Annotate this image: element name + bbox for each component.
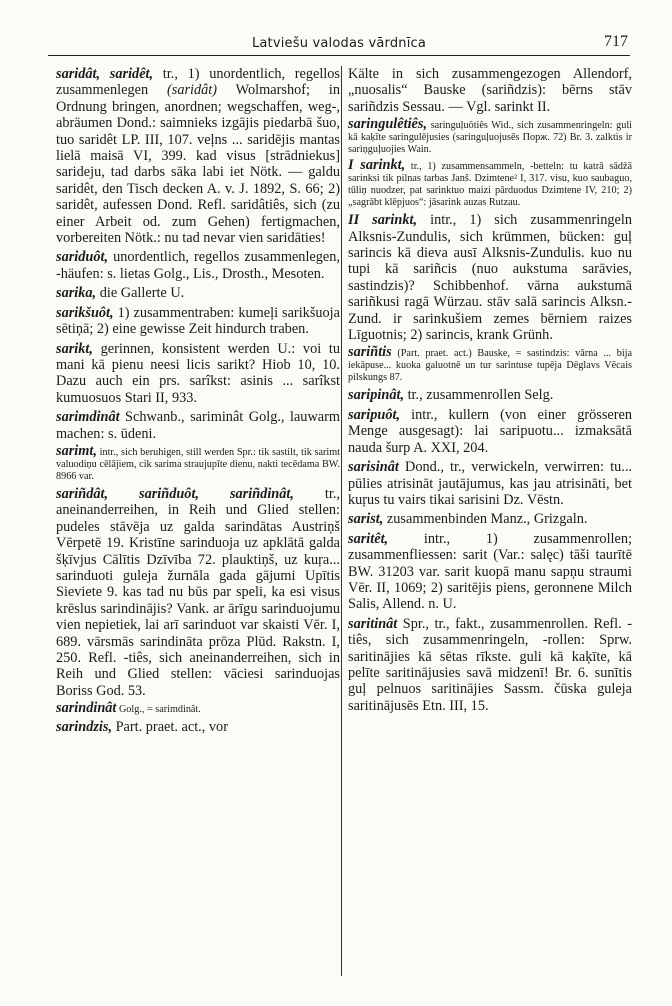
dictionary-entry xyxy=(348,387,632,403)
entry-body: intr., sich beruhigen, still werden Spr.: tik sastilt, tik sarimt valuodiņu cēlājiem, cik sarima straujupīte dienu, nakti tecēdama BW. 8966 var. xyxy=(56,446,340,482)
entry-headword: I sarinkt, xyxy=(348,157,406,174)
dictionary-entry xyxy=(348,159,632,209)
entry-body: (Part. praet. act.) Bauske, = sastindzis: vārna ... bija iekāpuse... kuoka galuotnē un tur sarintuse tupēja Dēglavs Vēcais pilskungs 87. xyxy=(348,348,632,384)
entry-body: zusammenbinden Manz., Grizgaln. xyxy=(383,511,588,528)
page-number: 717 xyxy=(604,33,628,50)
entry-headword: sarindzis, xyxy=(56,719,113,736)
dictionary-entry xyxy=(348,616,632,714)
entry-headword: saritêt, xyxy=(348,530,389,547)
entry-body: unordentlich, regellos zusammenlegen, -häufen: s. lietas Golg., Lis., Drosth., Mesoten. xyxy=(56,249,340,282)
dictionary-entry xyxy=(56,409,340,442)
dictionary-entry xyxy=(56,341,340,407)
dictionary-entry xyxy=(348,212,632,343)
entry-body: tr., zusammenrollen Selg. xyxy=(404,387,554,404)
entry-headword: sarikt, xyxy=(56,340,93,357)
dictionary-entry xyxy=(56,702,340,716)
entry-headword: saritinât xyxy=(348,615,398,632)
left-column xyxy=(56,66,340,739)
entry-headword: sariñdât, sariñduôt, sariñdinât, xyxy=(56,485,294,502)
column-divider xyxy=(341,66,342,976)
entry-headword: sarika, xyxy=(56,285,97,302)
entry-headword: II sarinkt, xyxy=(348,212,418,229)
dictionary-entry xyxy=(56,305,340,338)
dictionary-entry xyxy=(348,66,632,115)
entry-body: tr., 1) zusammensammeln, -betteln: tu katrā sādžā sarinksi tik pilnas tarbas Janš. Dzimtene² I, 317. visu, kuo saubaguo, tūliņ nuodzer, pat sarinktuo maizi pārduodus Dzimtene IV, 210; 2) „sagrābt klēpjuos“: jāsarink auzas Rutzau. xyxy=(348,161,632,209)
dictionary-entry xyxy=(56,285,340,301)
entry-body: Spr., tr., fakt., zusammenrollen. Refl. -tiês, sich zusammenringeln, -rollen: Sprw. saritinājies kā sētas rīkste. guli kā kaķīte, kā pelīte saritinājusies savā midzenī! Br. 6. sunītis guļ pelnuos saritinājies Sassm. čūska guleja saritinājusēs Etn. III, 15. xyxy=(348,615,632,714)
page-header xyxy=(48,33,630,57)
dictionary-entry xyxy=(56,66,340,246)
dictionary-entry xyxy=(348,459,632,508)
dictionary-entry xyxy=(56,719,340,735)
entry-example: (saridât) xyxy=(167,82,218,99)
entry-body: intr., 1) zusammenrollen; zusammenfliessen: sarit (Var.: salęc) tāši taurītē BW. 31203 var. sarit kuopā manu sapņu straumi Vēr. II, 1069; 2) saritējis piens, geronnene Milch Salis, Allend. n. U. xyxy=(348,530,632,613)
entry-body: intr., kullern (von einer grösseren Menge ausgesagt): lai saripuotu... izmaksātā nauda šurp A. XXI, 204. xyxy=(348,406,632,456)
entry-body: tr., aneinanderreihen, in Reih und Glied stellen: pudeles stāvēja uz galda sarindātas Austriņš Vērpetē 19. Kristīne sarinduoja uz apklātā galda šķīvjus Cālītis Dzīvība 72. plauktiņš, uz kuŗa... sarinduoti guleja žurnāla gada gājumi Upītis Sieviete 9. kas tad nu būs par speli, ka esi visus krēslus sarindinājis? Vank. ar ārīgu sarinduojumu vien nepietiek, lai arī sarinduot var skaisti Vēr. I, 689. vārsmās sarindināta prōza Plūd. Rakstn. I, 250. Refl. -tiês, sich aneinanderreihen, sich in Reih und Glied stellen: vāciesi sarinduojas Boriss God. 53. xyxy=(56,485,340,699)
entry-body: intr., 1) sich zusammenringeln Alksnis-Zundulis, sich krümmen, bücken: guļ sarincis kā dieva ausī Alksnis-Zundulis. kuo nu tupi kā sariñcis (nuo aukstuma sarāvies, sastindzis)? Schibbenhof. vārna aukstumā sariñkusi ragā Würzau. stāv salā sarincis Alksn.-Zund. ir sarinkušiem zemes bērniem raizes Līguotnis; 2) sarincis, krank Grünh. xyxy=(348,212,632,344)
entry-body: Dond., tr., verwickeln, verwirren: tu... pūlies atrisināt jautājumus, kas jau atrisināti, bet kuŗus tu vairs tikai sarisini Dz. Vēstn. xyxy=(348,459,632,508)
entry-body: Kälte in sich zusammengezogen Allendorf, „nuosalis“ Bauske (sariñdzis): bērns stāv sariñdzis Sessau. — Vgl. sarinkt II. xyxy=(348,66,632,115)
entry-body: die Gallerte U. xyxy=(96,285,185,302)
entry-headword: sarindinât xyxy=(56,700,117,717)
entry-body-continued: Wolmarshof; in Ordnung bringen, anordnen; wegschaffen, weg-, abräumen Dond.: saimnieks izgājis piedarbā šuo, tuo saridêt LP. III, 107. veļns ... saridējis mantas lielā maisā VI, 399. kad visus [strādniekus] sarideju, tad darbs sāka labi iet Nötk. — galdu saridêt, den Tisch decken A. v. J. 1892, S. 66; 2) saridêt, aufessen Dond. Refl. saridâtiês, sich (zu einer Arbeit od. zum Gehen) fertigmachen, vorbereiten Nötk.: nu tad nevar vien saridāties! xyxy=(56,82,340,247)
entry-headword: saridât, saridêt, xyxy=(56,66,154,82)
header-rule xyxy=(48,55,630,56)
entry-headword: saripuôt, xyxy=(348,406,401,423)
dictionary-entry xyxy=(56,442,340,483)
entry-body: 1) zusammentraben: kumeļi sarikšuoja sētiņā; 2) eine gewisse Zeit hindurch traben. xyxy=(56,304,340,338)
entry-headword: sarisinât xyxy=(348,459,399,476)
entry-body: saringuļuôtiês Wid., sich zusammenringeln: guli kā kaķīte saringulējusies (saringuļuojusēs Порж. 72) Br. 3. zalktis ir sariņguļuojies Wain. xyxy=(348,120,632,156)
entry-headword: sarikšuôt, xyxy=(56,304,114,321)
dictionary-entry xyxy=(348,407,632,456)
entry-headword: sariduôt, xyxy=(56,249,109,266)
entry-body: gerinnen, konsistent werden U.: voi tu mani kā pienu neesi licis sarikt? Hiob 10, 10. Dazu auch ein prs. sarîkst: asinis ... sarîkst kumuosuos Stari II, 933. xyxy=(56,340,340,406)
entry-body: Schwanb., sariminât Golg., lauwarm machen: s. ūdeni. xyxy=(56,409,340,442)
entry-headword: sarimdinât xyxy=(56,409,120,426)
dictionary-entry xyxy=(348,118,632,156)
entry-headword: sariñtis xyxy=(348,344,392,361)
entry-headword: saringulêtiês, xyxy=(348,116,428,133)
running-title: Latviešu valodas vārdnīca xyxy=(251,36,427,51)
dictionary-entry xyxy=(56,249,340,282)
entry-headword: saripinât, xyxy=(348,387,405,404)
dictionary-entry xyxy=(348,531,632,613)
entry-body: Part. praet. act., vor xyxy=(112,719,228,736)
right-column xyxy=(348,66,632,717)
dictionary-entry xyxy=(348,511,632,527)
dictionary-entry xyxy=(56,486,340,699)
entry-headword: sarist, xyxy=(348,511,384,528)
entry-body: tr., 1) unordentlich, regellos zusammenlegen xyxy=(56,66,340,99)
entry-body: Golg., = sarimdinât. xyxy=(116,704,201,716)
entry-headword: sarimt, xyxy=(56,442,97,459)
dictionary-entry xyxy=(348,346,632,384)
